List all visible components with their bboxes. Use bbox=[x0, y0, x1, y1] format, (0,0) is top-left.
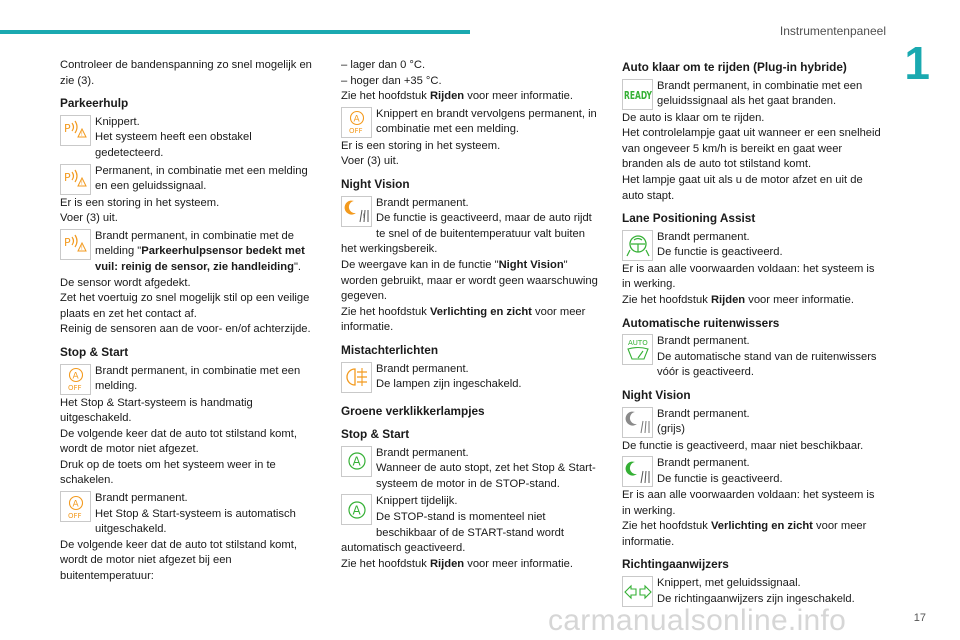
body-text: Er is een storing in het systeem. bbox=[341, 139, 501, 152]
item-text: De lampen zijn ingeschakeld. bbox=[376, 378, 522, 391]
item-text: Permanent, in combinatie met een melding en een geluidssignaal. bbox=[95, 164, 308, 193]
item-text: De automatische stand van de ruitenwissers vóór is geactiveerd. bbox=[657, 350, 877, 379]
svg-text:OFF: OFF bbox=[348, 127, 363, 136]
section-heading-wipers: Automatische ruitenwissers bbox=[622, 315, 780, 330]
item-text: Knippert tijdelijk. bbox=[376, 495, 458, 508]
chapter-number: 1 bbox=[904, 37, 930, 89]
list-item bbox=[341, 494, 603, 556]
body-text: De functie is geactiveerd, maar niet beschikbaar. bbox=[622, 439, 864, 452]
list-item bbox=[341, 107, 603, 139]
item-text: De richtingaanwijzers zijn ingeschakeld. bbox=[657, 592, 855, 605]
body-text: De weergave kan in de functie "Night Vision" worden gebruikt, maar er wordt geen waarschuwing gegeven. bbox=[341, 258, 598, 303]
svg-text:OFF: OFF bbox=[67, 384, 82, 392]
column-2 bbox=[341, 58, 603, 572]
column-3 bbox=[622, 58, 884, 608]
item-text: Brandt permanent, in combinatie met een geluidssignaal als het gaat branden. bbox=[657, 79, 863, 108]
list-item bbox=[341, 196, 603, 258]
dash-list-item: – hoger dan +35 °C. bbox=[341, 74, 442, 87]
body-text: De volgende keer dat de auto tot stilstand komt, wordt de motor niet afgezet bij een buitentemperatuur: bbox=[60, 538, 297, 583]
item-text: De functie is geactiveerd. bbox=[657, 472, 783, 485]
body-text: Voer (3) uit. bbox=[341, 155, 399, 168]
body-text: Het controlelampje gaat uit wanneer er een snelheid van ongeveer 5 km/h is bereikt en gaat weer branden als de auto tot stilstand komt. bbox=[622, 127, 881, 171]
svg-text:AUTO: AUTO bbox=[627, 338, 648, 347]
item-text: Het Stop & Start-systeem is automatisch uitgeschakeld. bbox=[95, 507, 296, 536]
night-vision-icon bbox=[622, 456, 653, 487]
svg-text:A: A bbox=[352, 503, 361, 518]
body-text: Het lampje gaat uit als u de motor afzet en uit de auto stapt. bbox=[622, 173, 863, 202]
turn-signal-icon bbox=[622, 576, 653, 607]
svg-text:!: ! bbox=[80, 246, 83, 253]
body-text: Druk op de toets om het systeem weer in te schakelen. bbox=[60, 458, 276, 487]
item-text: Brandt permanent. bbox=[657, 407, 750, 420]
lane-positioning-icon bbox=[622, 230, 653, 261]
body-text: Het Stop & Start-systeem is handmatig uitgeschakeld. bbox=[60, 396, 253, 425]
svg-text:A: A bbox=[72, 499, 79, 510]
item-text: Wanneer de auto stopt, zet het Stop & Start-systeem de motor in de STOP-stand. bbox=[376, 462, 596, 490]
header-accent-bar bbox=[0, 30, 470, 34]
svg-text:P: P bbox=[63, 122, 71, 136]
svg-text:OFF: OFF bbox=[67, 511, 82, 520]
parking-sensor-icon bbox=[60, 115, 91, 146]
item-text-bold: Parkeerhulpsensor bedekt met vuil: reinig de sensor, zie handleiding bbox=[95, 245, 305, 273]
body-text: De sensor wordt afgedekt. bbox=[60, 276, 191, 289]
item-text: Knippert en brandt vervolgens permanent, in combinatie met een melding. bbox=[376, 107, 597, 136]
section-heading-ready: Auto klaar om te rijden (Plug-in hybride) bbox=[622, 60, 847, 74]
section-heading-night-vision-green: Night Vision bbox=[622, 387, 691, 402]
body-text: De auto is klaar om te rijden. bbox=[622, 111, 765, 124]
svg-text:!: ! bbox=[80, 132, 83, 139]
item-text: Het systeem heeft een obstakel gedetecteerd. bbox=[95, 131, 252, 159]
svg-text:P: P bbox=[63, 236, 71, 250]
svg-text:READY: READY bbox=[623, 89, 653, 103]
item-text: De STOP-stand is momenteel niet beschikbaar of de START-stand wordt automatisch geactiveerd. bbox=[341, 511, 565, 555]
body-text: Zet het voertuig zo snel mogelijk stil op een veilige plaats en zet het contact af. bbox=[60, 292, 310, 320]
body-text: Voer (3) uit. bbox=[60, 212, 118, 225]
body-text: Zie het hoofdstuk Verlichting en zicht voor meer informatie. bbox=[341, 305, 586, 334]
body-text: Zie het hoofdstuk Rijden voor meer informatie. bbox=[341, 90, 573, 103]
item-text: Brandt permanent. bbox=[657, 335, 750, 348]
body-text: Er is aan alle voorwaarden voldaan: het systeem is in werking. bbox=[622, 262, 875, 291]
stop-start-off-icon bbox=[60, 364, 91, 395]
svg-text:P: P bbox=[63, 171, 71, 185]
list-item bbox=[60, 364, 322, 396]
auto-wiper-icon bbox=[622, 334, 653, 365]
list-item bbox=[60, 491, 322, 538]
stop-start-off-icon bbox=[341, 107, 372, 138]
list-item bbox=[622, 334, 884, 381]
list-item bbox=[60, 229, 322, 276]
dash-list-item: – lager dan 0 °C. bbox=[341, 59, 426, 71]
item-text: Brandt permanent. bbox=[376, 196, 469, 209]
body-text: De volgende keer dat de auto tot stilstand komt, wordt de motor niet afgezet. bbox=[60, 427, 297, 456]
list-item bbox=[622, 407, 884, 439]
section-heading-night-vision: Night Vision bbox=[341, 176, 410, 191]
svg-text:!: ! bbox=[362, 214, 364, 221]
svg-text:A: A bbox=[352, 454, 361, 469]
item-text: ". bbox=[293, 260, 302, 273]
list-item bbox=[60, 164, 322, 196]
body-text: Zie het hoofdstuk Rijden voor meer informatie. bbox=[341, 557, 573, 570]
rear-fog-light-icon bbox=[341, 362, 372, 393]
body-text: Reinig de sensoren aan de voor- en/of achterzijde. bbox=[60, 323, 311, 336]
night-vision-icon bbox=[622, 407, 653, 438]
page-number: 17 bbox=[913, 612, 926, 624]
list-item bbox=[622, 230, 884, 262]
item-text: De functie is geactiveerd. bbox=[657, 246, 783, 259]
section-heading-mistachterlichten: Mistachterlichten bbox=[341, 342, 439, 357]
item-text: Brandt permanent. bbox=[376, 446, 469, 459]
body-text: Zie het hoofdstuk Rijden voor meer informatie. bbox=[622, 293, 854, 306]
item-text: Brandt permanent, in combinatie met de melding " bbox=[95, 229, 294, 258]
svg-text:!: ! bbox=[80, 181, 83, 188]
section-heading-stop-start-green: Stop & Start bbox=[341, 427, 410, 442]
svg-text:A: A bbox=[72, 371, 79, 382]
list-item bbox=[622, 79, 884, 111]
parking-sensor-icon bbox=[60, 164, 91, 195]
item-text: De functie is geactiveerd, maar de auto rijdt te snel of de buitentemperatuur valt buiten het werkingsbereik. bbox=[341, 212, 592, 256]
stop-start-auto-icon bbox=[341, 446, 372, 477]
list-item bbox=[60, 115, 322, 162]
section-heading-lane: Lane Positioning Assist bbox=[622, 211, 756, 226]
list-item bbox=[341, 446, 603, 493]
item-text: Brandt permanent. bbox=[657, 457, 750, 470]
intro-text: Controleer de bandenspanning zo snel mogelijk en zie (3). bbox=[60, 59, 312, 87]
watermark: carmanualsonline.info bbox=[548, 604, 847, 637]
stop-start-auto-icon bbox=[341, 494, 372, 525]
night-vision-icon bbox=[341, 196, 372, 227]
ready-icon bbox=[622, 79, 653, 110]
list-item bbox=[341, 362, 603, 394]
column-1 bbox=[60, 58, 322, 585]
section-heading-parkeerhulp: Parkeerhulp bbox=[60, 96, 129, 111]
item-text: Knippert. bbox=[95, 115, 140, 128]
section-heading-richting: Richtingaanwijzers bbox=[622, 557, 729, 572]
section-heading-stop-start: Stop & Start bbox=[60, 344, 129, 359]
body-text: Zie het hoofdstuk Verlichting en zicht voor meer informatie. bbox=[622, 520, 867, 548]
item-text: Brandt permanent. bbox=[95, 492, 188, 505]
list-item bbox=[622, 456, 884, 488]
item-text: Brandt permanent, in combinatie met een melding. bbox=[95, 364, 301, 393]
stop-start-off-icon bbox=[60, 491, 91, 522]
body-text: Er is een storing in het systeem. bbox=[60, 196, 220, 209]
page-header-title: Instrumentenpaneel bbox=[779, 24, 886, 38]
section-heading-groene: Groene verklikkerlampjes bbox=[341, 403, 485, 418]
item-text: Brandt permanent. bbox=[657, 230, 750, 243]
svg-text:A: A bbox=[353, 114, 360, 125]
item-text: Knippert, met geluidssignaal. bbox=[657, 577, 801, 590]
parking-sensor-icon bbox=[60, 229, 91, 260]
item-text: (grijs) bbox=[657, 423, 685, 436]
item-text: Brandt permanent. bbox=[376, 362, 469, 375]
body-text: Er is aan alle voorwaarden voldaan: het systeem is in werking. bbox=[622, 489, 875, 517]
